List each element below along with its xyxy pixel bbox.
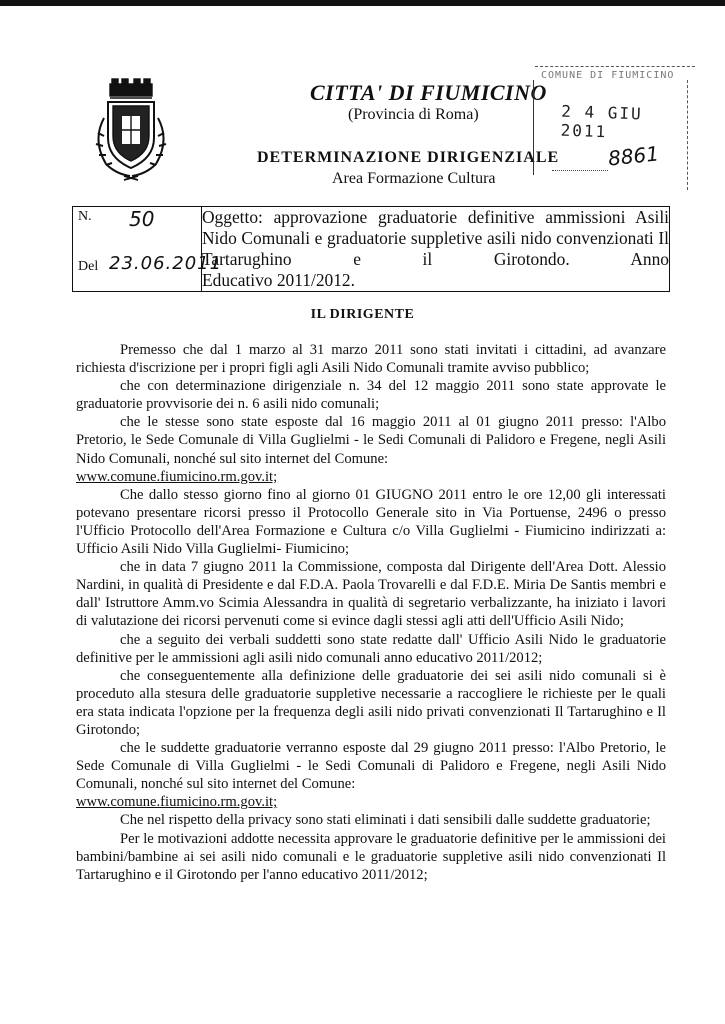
website-link[interactable]: www.comune.fiumicino.rm.gov.it; [76, 468, 278, 485]
stamp-office: COMUNE DI FIUMICINO [541, 70, 675, 81]
determination-heading: DETERMINAZIONE DIRIGENZIALE [257, 149, 560, 166]
paragraph: che le stesse sono state esposte dal 16 maggio 2011 al 01 giugno 2011 presso: l'Albo Pretorio, le Sede Comunale di Villa Guglielmi - le Sedi Comunali di Palidoro e Fregene, negli Asili Nido Comunali, nonché sul sito internet del Comune: [76, 414, 666, 467]
province-subtitle: (Provincia di Roma) [348, 106, 479, 123]
subject-box [72, 206, 670, 292]
section-heading: IL DIRIGENTE [310, 307, 415, 322]
paragraph: Che nel rispetto della privacy sono stati eliminati i dati sensibili dalle suddette graduatorie; [120, 812, 651, 829]
paragraph: che con determinazione dirigenziale n. 34 del 12 maggio 2011 sono state approvate le graduatorie provvisorie dei n. 6 asili nido comunali; [76, 378, 666, 413]
document-body [76, 341, 666, 884]
city-title: CITTA' DI FIUMICINO [310, 80, 547, 105]
paragraph: che conseguentemente alla definizione delle graduatorie dei sei asili nido comunali si è proceduto alla stesura delle graduatorie suppletive necessarie a raccogliere le richieste per le quali era stata indicata l'opzione per la frequenza degli asili nido privati convenzionati Il Tartarughino e Il Girotondo; [76, 667, 666, 738]
number-date-cell [73, 207, 223, 292]
paragraph: Che dallo stesso giorno fino al giorno 01 GIUGNO 2011 entro le ore 12,00 gli interessati potevano presentare ricorsi presso il Protocollo Generale sito in Via Portuense, 2496 o presso l'Ufficio Protocollo dell'Area Formazione e Cultura c/o Villa Guglielmi - Fiumicino indirizzati a: Ufficio Asili Nido Villa Guglielmi- Fiumicino; [76, 486, 666, 558]
paragraph: che in data 7 giugno 2011 la Commissione, composta dal Dirigente dell'Area Dott. Alessio Nardini, in qualità di Presidente e dal F.D.A. Paola Trovarelli e dal F.D.E. Miria De Santis membri e dall' Istruttore Amm.vo Scimia Alessandra in qualità di segretario verbalizzante, ha iniziato i lavori di valutazione dei ricorsi pervenuti come si evince dagli stessi agli atti dell'Ufficio Asili Nido; [76, 559, 666, 630]
number-value: 50 [129, 207, 155, 231]
stamp-date: 2 4 GIU 2011 [560, 101, 644, 142]
coat-of-arms-icon [86, 78, 176, 183]
subject-text-end: Educativo 2011/2012. [202, 270, 355, 290]
paragraph: Per le motivazioni addotte necessita approvare le graduatorie definitive per le ammissioni dei bambini/bambine ai sei asili nido comunali e le graduatorie suppletive asili nido convenzionati Il Tartarughino e il Girotondo per l'anno educativo 2011/2012; [76, 830, 666, 883]
scan-top-border [0, 0, 725, 6]
paragraph: che le suddette graduatorie verranno esposte dal 29 giugno 2011 presso: l'Albo Pretorio, le Sede Comunale di Villa Guglielmi - le Sedi Comunali di Palidoro e Fregene, negli Asili Nido Comunali, nonché sul sito internet del Comune: [76, 740, 666, 793]
stamp-dotted-line [552, 170, 608, 171]
date-value: 23.06.2011 [109, 253, 223, 274]
website-link[interactable]: www.comune.fiumicino.rm.gov.it; [76, 794, 278, 811]
paragraph-link-line [76, 793, 666, 811]
date-label: Del [78, 259, 99, 274]
department-name: Area Formazione Cultura [332, 170, 496, 187]
paragraph: Premesso che dal 1 marzo al 31 marzo 2011 sono stati invitati i cittadini, ad avanzare richiesta d'iscrizione per i propri figli agli Asili Nido Comunali tramite avviso pubblico; [76, 342, 666, 377]
subject-text: Oggetto: approvazione graduatorie definitive ammissioni Asili Nido Comunali e graduatorie suppletive asili nido convenzionati Il Tartarughino e il Girotondo. Anno [202, 207, 669, 269]
subject-cell [202, 207, 670, 292]
number-label: N. [78, 209, 92, 224]
paragraph: che a seguito dei verbali suddetti sono state redatte dall' Ufficio Asili Nido le graduatorie definitive per le ammissioni agli asili nido comunali anno educativo 2011/2012; [76, 631, 666, 666]
protocol-number: 8861 [606, 141, 661, 171]
paragraph-link-line [76, 468, 666, 486]
